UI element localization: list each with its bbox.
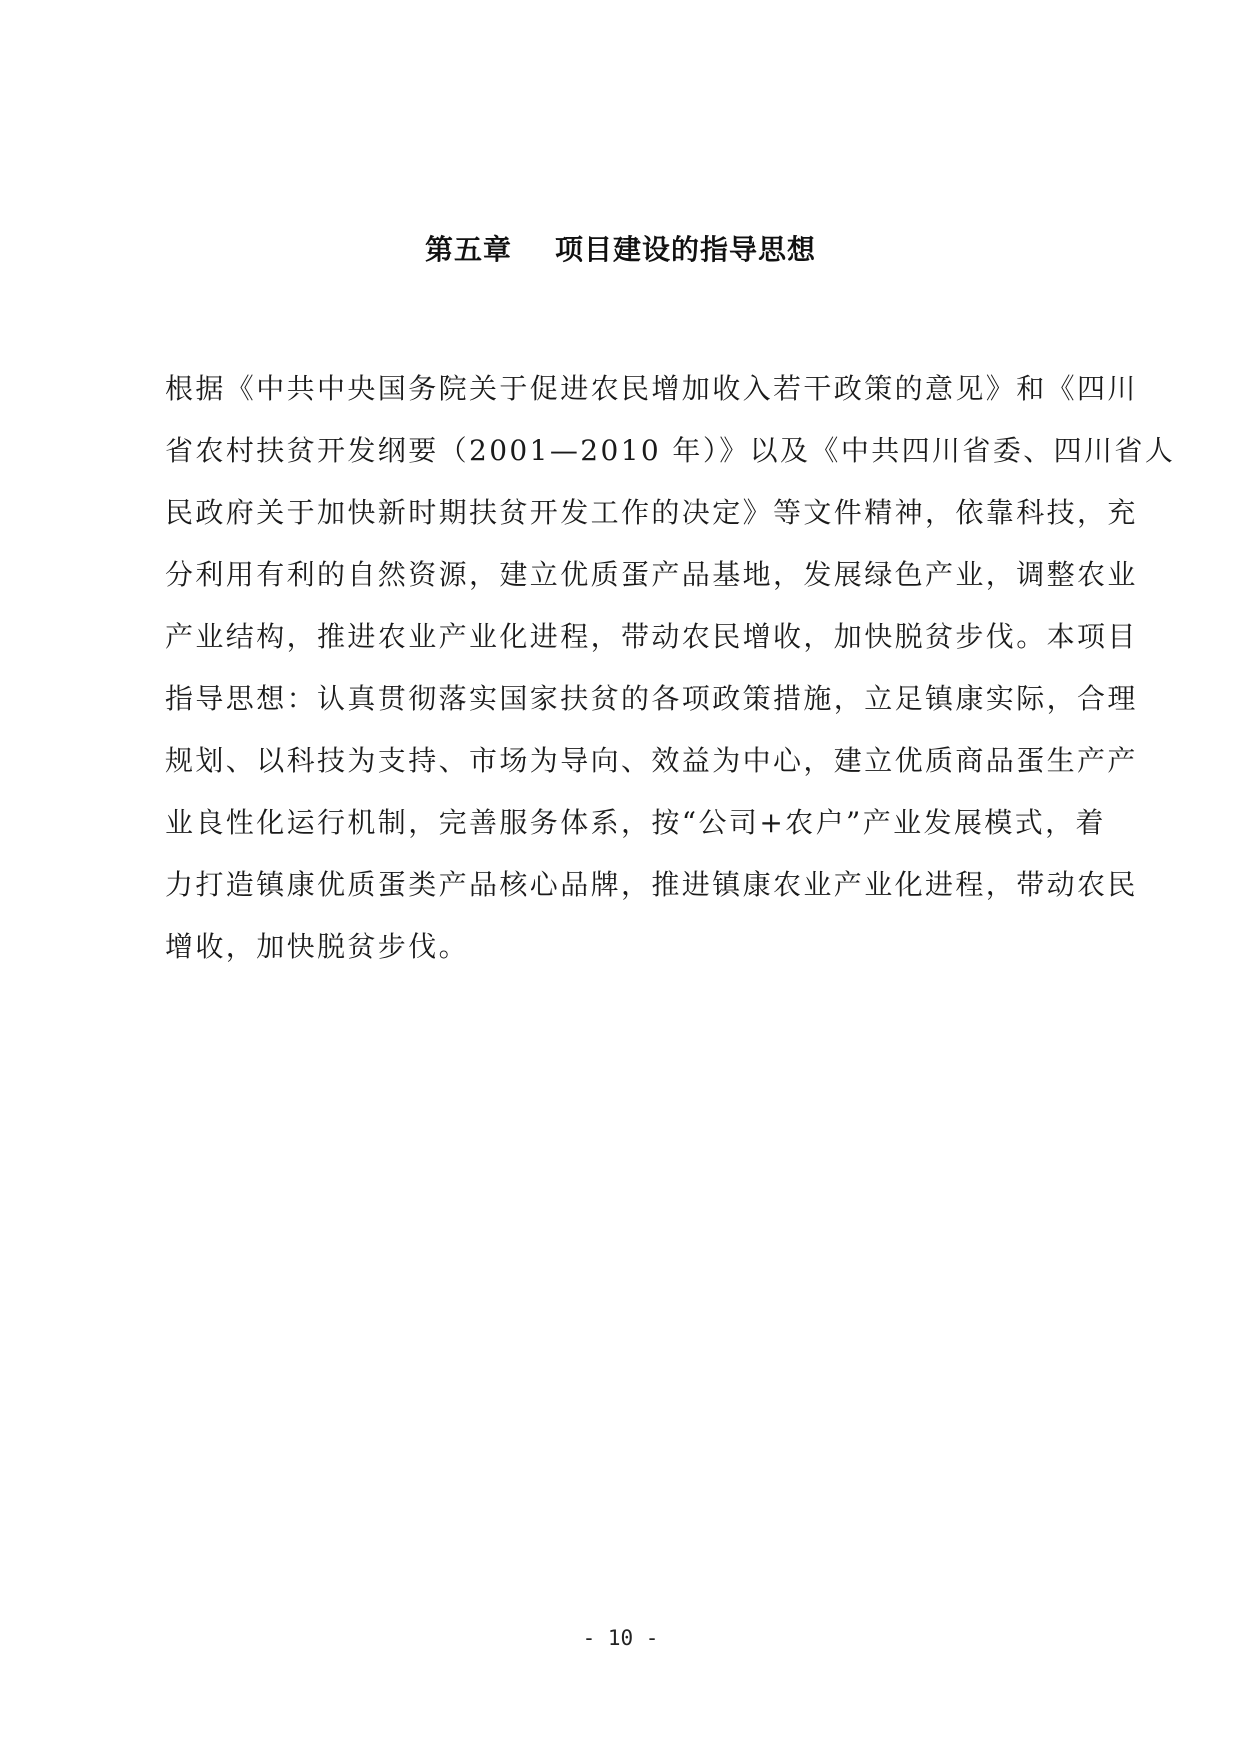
body-paragraph bbox=[165, 358, 1176, 978]
paragraph-line: 民政府关于加快新时期扶贫开发工作的决定》等文件精神，依靠科技，充 bbox=[165, 496, 1138, 529]
paragraph-line: 增收，加快脱贫步伐。 bbox=[165, 930, 470, 963]
paragraph-line: 根据《中共中央国务院关于促进农民增加收入若干政策的意见》和《四川 bbox=[165, 372, 1138, 405]
paragraph-line: 分利用有利的自然资源，建立优质蛋产品基地，发展绿色产业，调整农业 bbox=[165, 558, 1138, 591]
paragraph-line: 规划、以科技为支持、市场为导向、效益为中心，建立优质商品蛋生产产 bbox=[165, 744, 1138, 777]
paragraph-line: 力打造镇康优质蛋类产品核心品牌，推进镇康农业产业化进程，带动农民 bbox=[165, 868, 1138, 901]
page-number: - 10 - bbox=[582, 1626, 659, 1650]
paragraph-line: 省农村扶贫开发纲要（2001—2010 年）》以及《中共四川省委、四川省人 bbox=[165, 434, 1176, 467]
paragraph-line: 产业结构，推进农业产业化进程，带动农民增收，加快脱贫步伐。本项目 bbox=[165, 620, 1138, 653]
paragraph-line: 业良性化运行机制，完善服务体系，按“公司+农户”产业发展模式，着 bbox=[165, 806, 1106, 839]
chapter-title: 第五章 项目建设的指导思想 bbox=[425, 233, 816, 266]
paragraph-line: 指导思想：认真贯彻落实国家扶贫的各项政策措施，立足镇康实际，合理 bbox=[165, 682, 1138, 715]
